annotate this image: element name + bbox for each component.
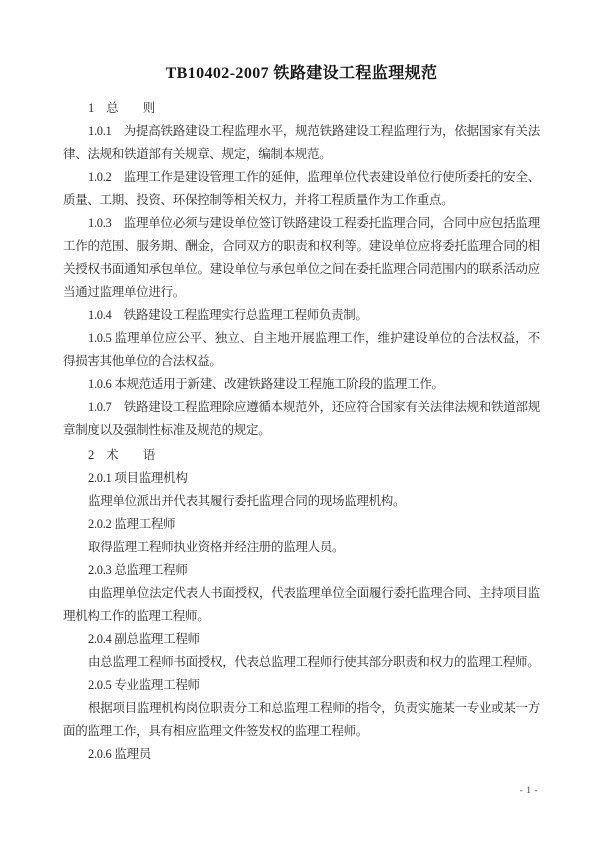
clause-paragraph-1-0-7: 1.0.7 铁路建设工程监理除应遵循本规范外，还应符合国家有关法律法规和铁道部规章制度以及强制性标准及规范的规定。 [63, 400, 540, 437]
term-heading-2-0-3: 2.0.3 总监理工程师 [88, 563, 188, 577]
term-definition-2-0-4: 由总监理工程师书面授权，代表总监理工程师行使其部分职责和权力的监理工程师。 [88, 655, 540, 669]
clause-paragraph-1-0-3: 1.0.3 监理单位必须与建设单位签订铁路建设工程委托监理合同，合同中应包括监理工作的范围、服务期、酬金，合同双方的职责和权利等。建设单位应将委托监理合同的相关授权书面通知承包单位。建设单位与承包单位之间在委托监理合同范围内的联系活动应当通过监理单位进行。 [63, 216, 540, 299]
term-definition-2-0-3: 由监理单位法定代表人书面授权，代表监理单位全面履行委托监理合同、主持项目监理机构工作的监理工程师。 [63, 586, 540, 623]
term-heading-2-0-1: 2.0.1 项目监理机构 [88, 471, 188, 485]
clause-paragraph-1-0-2: 1.0.2 监理工作是建设管理工作的延伸，监理单位代表建设单位行使所委托的安全、质量、工期、投资、环保控制等相关权力，并将工程质量作为工作重点。 [63, 170, 540, 207]
clause-paragraph-1-0-1: 1.0.1 为提高铁路建设工程监理水平，规范铁路建设工程监理行为，依据国家有关法律、法规和铁道部有关规章、规定，编制本规范。 [63, 124, 540, 161]
clause-paragraph-1-0-5: 1.0.5 监理单位应公平、独立、自主地开展监理工作，维护建设单位的合法权益，不得损害其他单位的合法权益。 [63, 331, 540, 368]
term-definition-2-0-5: 根据项目监理机构岗位职责分工和总监理工程师的指令，负责实施某一专业或某一方面的监理工作，具有相应监理文件签发权的监理工程师。 [63, 701, 540, 738]
document-title: TB10402-2007 铁路建设工程监理规范 [165, 65, 438, 82]
term-definition-2-0-2: 取得监理工程师执业资格并经注册的监理人员。 [88, 540, 345, 554]
clause-paragraph-1-0-6: 1.0.6 本规范适用于新建、改建铁路建设工程施工阶段的监理工作。 [88, 377, 444, 391]
term-heading-2-0-4: 2.0.4 副总监理工程师 [88, 632, 200, 646]
term-heading-2-0-6: 2.0.6 监理员 [88, 747, 151, 761]
term-heading-2-0-5: 2.0.5 专业监理工程师 [88, 678, 200, 692]
section-heading-terminology: 2 术 语 [88, 448, 155, 462]
clause-paragraph-1-0-4: 1.0.4 铁路建设工程监理实行总监理工程师负责制。 [88, 308, 368, 322]
term-definition-2-0-1: 监理单位派出并代表其履行委托监理合同的现场监理机构。 [88, 494, 406, 508]
page-number: - 1 - [519, 786, 538, 796]
term-heading-2-0-2: 2.0.2 监理工程师 [88, 517, 176, 531]
section-heading-general-provisions: 1 总 则 [88, 101, 155, 115]
